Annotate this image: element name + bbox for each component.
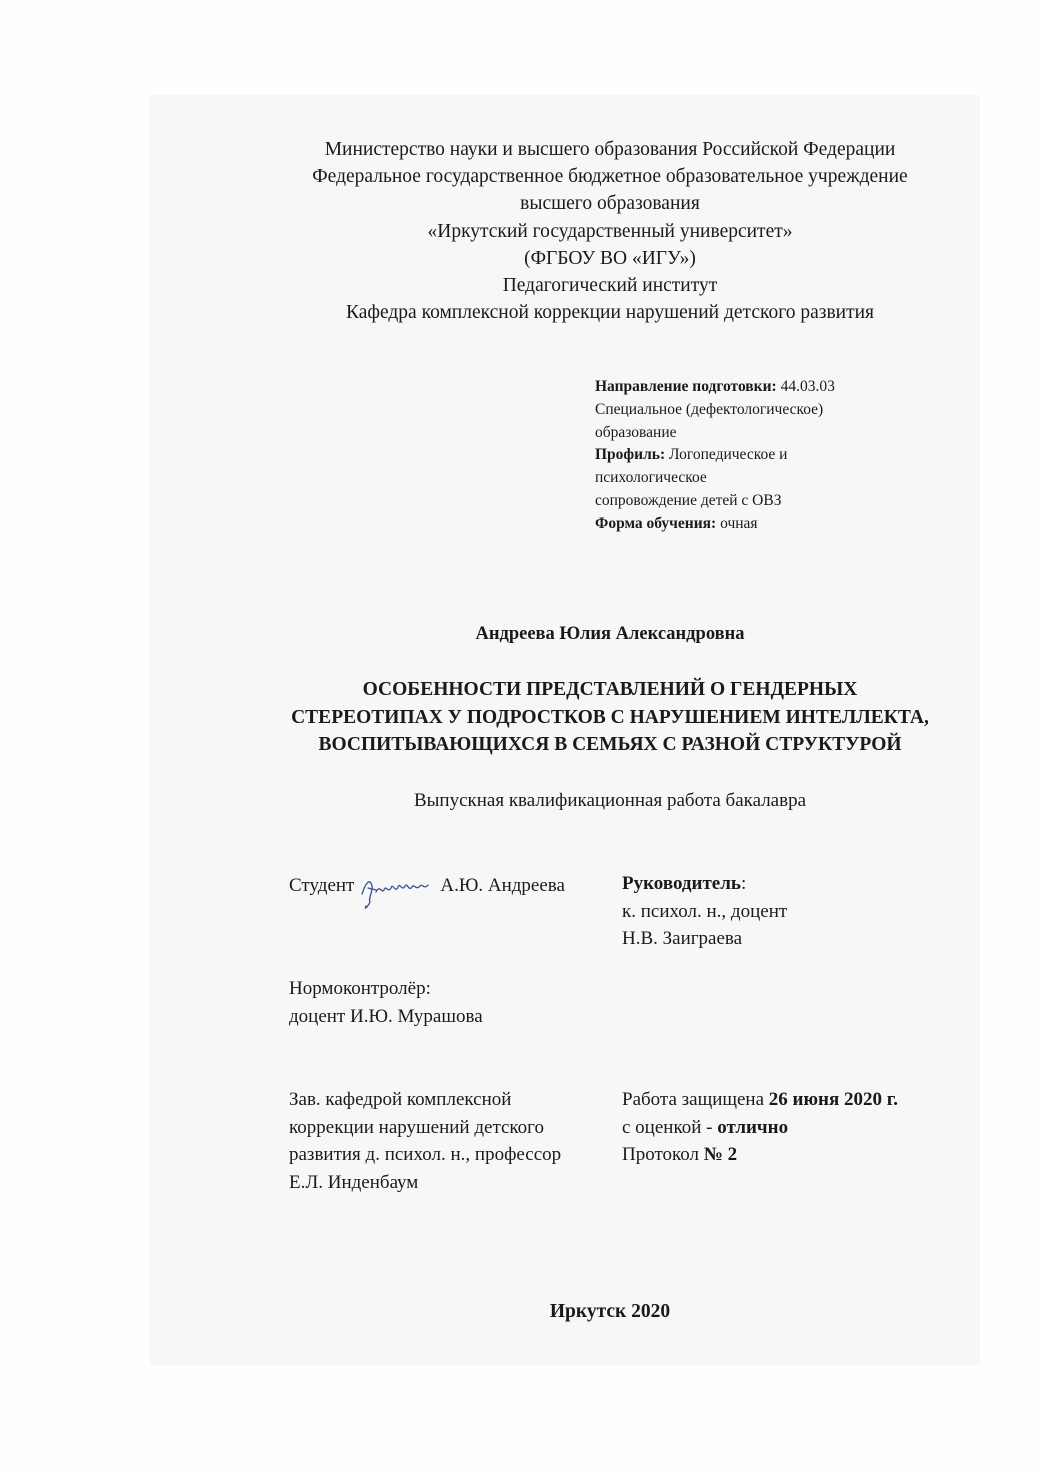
title-line-1: ОСОБЕННОСТИ ПРЕДСТАВЛЕНИЙ О ГЕНДЕРНЫХ	[362, 679, 858, 700]
header-line-ministry: Министерство науки и высшего образования Российской Федерации	[324, 139, 896, 160]
defense-protocol-line	[622, 1141, 898, 1169]
city-year: Иркутск 2020	[549, 1301, 671, 1322]
title-line-3: ВОСПИТЫВАЮЩИХСЯ В СЕМЬЯХ С РАЗНОЙ СТРУКТУРОЙ	[318, 734, 902, 755]
direction-label: Направление подготовки:	[595, 378, 777, 395]
profile-line-2: психологическое	[595, 469, 707, 487]
normcontrol-name: доцент И.Ю. Мурашова	[289, 1005, 483, 1027]
defense-block	[622, 1086, 898, 1169]
defense-date-text: Работа защищена	[622, 1089, 769, 1110]
institution-header	[260, 136, 960, 326]
defense-protocol-text: Протокол	[622, 1144, 704, 1165]
head-line-4: Е.Л. Инденбаум	[289, 1171, 419, 1193]
defense-grade: отлично	[717, 1116, 789, 1138]
head-line-2: коррекции нарушений детского	[289, 1116, 545, 1138]
student-block	[289, 866, 565, 906]
header-line-department: Кафедра комплексной коррекции нарушений детского развития	[345, 302, 875, 324]
profile-line-3: сопровождение детей с ОВЗ	[595, 491, 782, 509]
profile-line	[595, 444, 925, 467]
student-line	[289, 866, 565, 906]
defense-date: 26 июня 2020 г.	[768, 1089, 898, 1110]
normcontrol-block	[289, 975, 483, 1030]
thesis-title	[255, 676, 965, 759]
defense-grade-line	[622, 1114, 898, 1142]
program-details	[595, 376, 925, 536]
direction-line-3: образование	[595, 423, 677, 441]
direction-line-2: Специальное (дефектологическое)	[595, 400, 824, 418]
direction-line	[595, 376, 925, 399]
author-name: Андреева Юлия Александровна	[475, 624, 745, 644]
normcontrol-label: Нормоконтролёр:	[289, 978, 431, 999]
profile-label: Профиль:	[595, 446, 666, 464]
head-of-department-block	[289, 1086, 561, 1196]
defense-date-line	[622, 1086, 898, 1114]
work-type: Выпускная квалификационная работа бакалавра	[413, 790, 807, 811]
direction-value: 44.03.03	[776, 378, 835, 395]
student-name: А.Ю. Андреева	[440, 875, 565, 897]
form-label: Форма обучения:	[595, 514, 717, 532]
header-line-institution-type: Федеральное государственное бюджетное образовательное учреждение	[312, 166, 908, 188]
form-value: очная	[716, 514, 758, 532]
title-line-2: СТЕРЕОТИПАХ У ПОДРОСТКОВ С НАРУШЕНИЕМ ИНТЕЛЛЕКТА,	[291, 706, 929, 728]
header-line-education-level: высшего образования	[520, 193, 700, 215]
supervisor-block	[622, 870, 787, 953]
header-line-university: «Иркутский государственный университет»	[427, 220, 793, 242]
form-line	[595, 513, 925, 536]
header-line-abbreviation: (ФГБОУ ВО «ИГУ»)	[524, 247, 696, 269]
header-line-institute: Педагогический институт	[502, 275, 718, 297]
student-label: Студент	[289, 875, 355, 897]
supervisor-label-line	[622, 870, 787, 898]
supervisor-name: Н.В. Заиграева	[622, 928, 743, 949]
head-line-1: Зав. кафедрой комплексной	[289, 1089, 512, 1110]
supervisor-label: Руководитель	[622, 873, 741, 894]
profile-value: Логопедическое и	[665, 446, 788, 464]
head-line-3: развития д. психол. н., профессор	[289, 1144, 562, 1165]
student-signature	[358, 872, 436, 912]
defense-grade-text: с оценкой -	[622, 1116, 718, 1138]
defense-protocol-number: № 2	[703, 1144, 738, 1165]
supervisor-position: к. психол. н., доцент	[622, 900, 788, 922]
supervisor-punct: :	[740, 873, 747, 894]
